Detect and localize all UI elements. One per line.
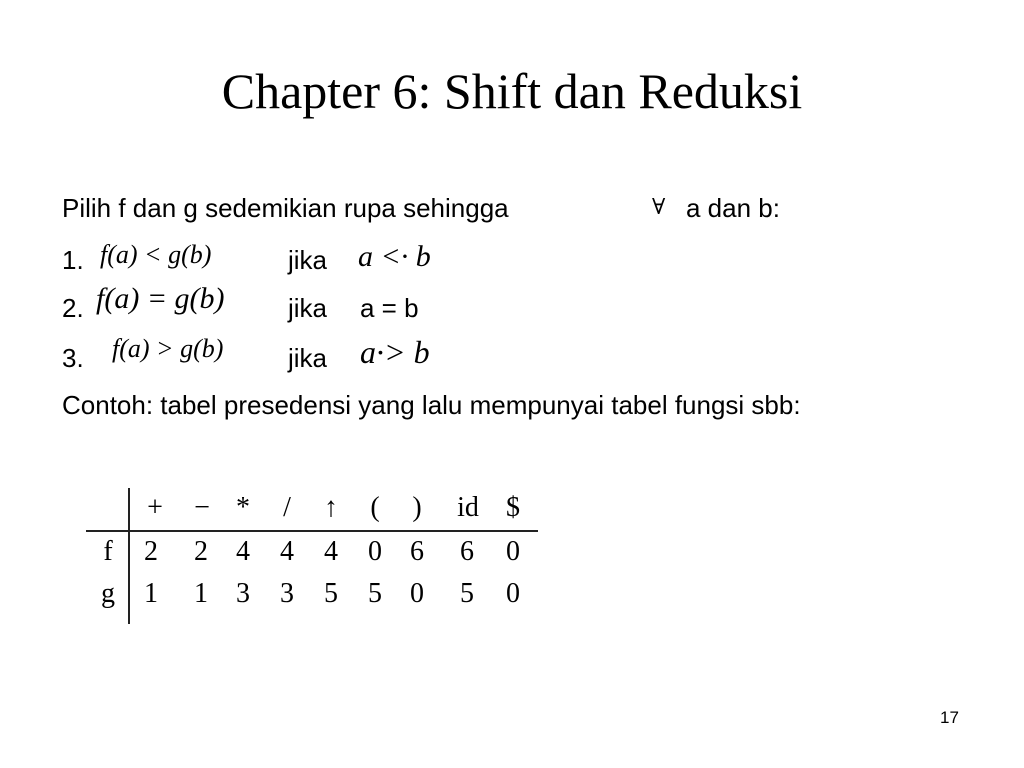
rule-2-number: 2. <box>62 293 84 323</box>
table-cell: 4 <box>236 536 250 567</box>
page-number: 17 <box>940 708 959 727</box>
table-horizontal-rule <box>86 530 538 532</box>
intro-after-text: a dan b: <box>686 193 780 223</box>
rule-1-number: 1. <box>62 245 84 275</box>
table-cell: 1 <box>194 578 208 609</box>
header-id: id <box>457 492 479 523</box>
rule-3-jika: jika <box>288 343 328 373</box>
rule-3-number: 3. <box>62 343 84 373</box>
rule-3-condition: a·> b <box>360 334 430 370</box>
header-lparen: ( <box>370 492 380 523</box>
row-label-f: f <box>103 536 113 567</box>
table-cell: 3 <box>280 578 294 609</box>
rule-1-expression: f(a) < g(b) <box>100 240 212 269</box>
row-label-g: g <box>101 578 115 609</box>
intro-line <box>62 193 509 224</box>
header-rparen: ) <box>412 492 422 523</box>
table-cell: 6 <box>410 536 424 567</box>
table-cell: 5 <box>324 578 338 609</box>
table-vertical-rule <box>128 488 130 624</box>
table-cell: 4 <box>324 536 338 567</box>
header-dollar: $ <box>506 492 520 523</box>
table-cell: 1 <box>144 578 158 609</box>
header-times: * <box>236 492 250 523</box>
table-cell: 0 <box>506 536 520 567</box>
table-cell: 2 <box>144 536 158 567</box>
table-cell: 2 <box>194 536 208 567</box>
slide-title: Chapter 6: Shift dan Reduksi <box>221 63 803 119</box>
header-divide: / <box>283 492 291 523</box>
forall-symbol: ∀ <box>652 195 666 220</box>
table-cell: 5 <box>368 578 382 609</box>
table-cell: 0 <box>368 536 382 567</box>
table-cell: 0 <box>410 578 424 609</box>
header-minus: − <box>194 492 210 523</box>
intro-text: Pilih f dan g sedemikian rupa sehingga <box>62 193 509 223</box>
table-cell: 6 <box>460 536 474 567</box>
table-cell: 3 <box>236 578 250 609</box>
rule-3-expression: f(a) > g(b) <box>112 334 224 363</box>
rule-1-jika: jika <box>288 245 328 275</box>
table-cell: 4 <box>280 536 294 567</box>
table-cell: 0 <box>506 578 520 609</box>
rule-2-expression: f(a) = g(b) <box>96 282 225 315</box>
header-plus: + <box>147 492 163 523</box>
precedence-function-table <box>86 488 546 624</box>
rule-1-condition: a <· b <box>358 240 431 273</box>
intro-after <box>686 193 780 224</box>
rule-2-jika: jika <box>288 293 328 323</box>
table-cell: 5 <box>460 578 474 609</box>
rule-2-condition: a = b <box>360 293 419 323</box>
header-power: ↑ <box>324 492 338 523</box>
example-paragraph: Contoh: tabel presedensi yang lalu mempunyai tabel fungsi sbb: <box>62 390 801 420</box>
